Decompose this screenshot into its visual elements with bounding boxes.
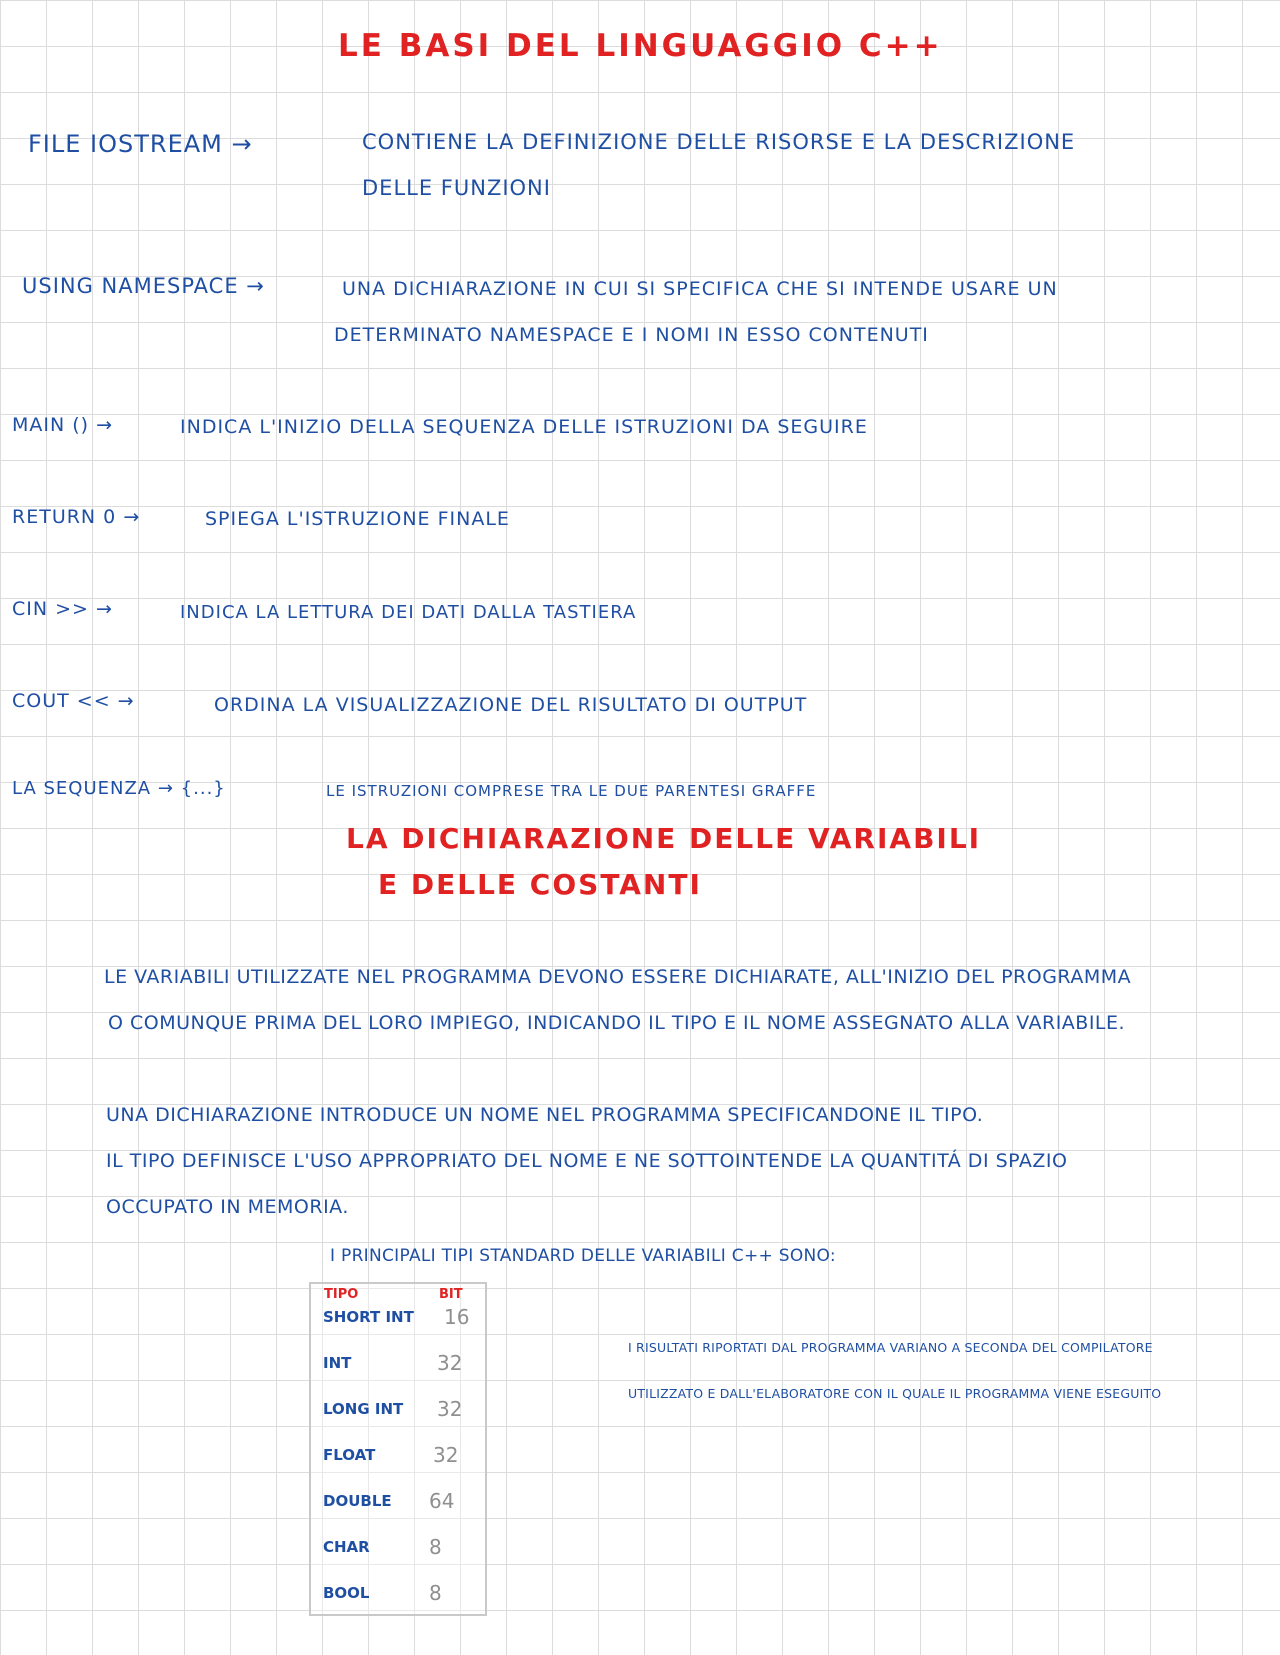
type-cell: DOUBLE: [323, 1492, 392, 1510]
type-cell: LONG INT: [323, 1400, 404, 1418]
table-row: [311, 1443, 485, 1486]
types-table: [309, 1282, 487, 1616]
term-using-namespace: USING NAMESPACE →: [22, 274, 265, 298]
paragraph-1-line-1: LE VARIABILI UTILIZZATE NEL PROGRAMMA DEVONO ESSERE DICHIARATE, ALL'INIZIO DEL PROGRAMMA: [104, 966, 1132, 988]
definition-file-iostream-line-1: CONTIENE LA DEFINIZIONE DELLE RISORSE E LA DESCRIZIONE: [362, 130, 1076, 154]
term-main: MAIN () →: [12, 414, 114, 436]
arrow-icon: →: [96, 414, 114, 436]
table-row: [311, 1397, 485, 1440]
paragraph-1-line-2: O COMUNQUE PRIMA DEL LORO IMPIEGO, INDICANDO IL TIPO E IL NOME ASSEGNATO ALLA VARIABILE.: [108, 1012, 1126, 1034]
arrow-icon: →: [231, 130, 253, 158]
section-title-line-2: E DELLE COSTANTI: [378, 868, 702, 901]
table-header-bit: BIT: [439, 1287, 463, 1302]
paragraph-2-line-2: IL TIPO DEFINISCE L'USO APPROPRIATO DEL NOME E NE SOTTOINTENDE LA QUANTITÁ DI SPAZIO: [106, 1150, 1068, 1172]
bit-cell: 32: [433, 1443, 459, 1467]
bit-cell: 16: [444, 1305, 470, 1329]
note-line-1: I RISULTATI RIPORTATI DAL PROGRAMMA VARIANO A SECONDA DEL COMPILATORE: [628, 1340, 1153, 1355]
bit-cell: 64: [429, 1489, 455, 1513]
braces-symbol: {...}: [180, 778, 226, 799]
definition-return-0: SPIEGA L'ISTRUZIONE FINALE: [205, 508, 510, 530]
type-cell: INT: [323, 1354, 352, 1372]
type-cell: SHORT INT: [323, 1308, 414, 1326]
arrow-icon: →: [157, 778, 174, 799]
definition-using-namespace-line-2: DETERMINATO NAMESPACE E I NOMI IN ESSO CONTENUTI: [334, 324, 929, 346]
table-row: [311, 1581, 485, 1624]
table-row: [311, 1489, 485, 1532]
table-header-type: TIPO: [324, 1287, 359, 1302]
term-cin: CIN >> →: [12, 598, 113, 620]
arrow-icon: →: [246, 274, 265, 298]
type-cell: FLOAT: [323, 1446, 376, 1464]
page-title: LE BASI DEL LINGUAGGIO C++: [338, 28, 943, 64]
bit-cell: 8: [429, 1581, 442, 1605]
arrow-icon: →: [123, 506, 141, 528]
bit-cell: 8: [429, 1535, 442, 1559]
paragraph-2-line-3: OCCUPATO IN MEMORIA.: [106, 1196, 349, 1218]
definition-file-iostream-line-2: DELLE FUNZIONI: [362, 176, 551, 200]
term-cout: COUT << →: [12, 690, 135, 712]
bit-cell: 32: [437, 1351, 463, 1375]
paragraph-2-line-1: UNA DICHIARAZIONE INTRODUCE UN NOME NEL PROGRAMMA SPECIFICANDONE IL TIPO.: [106, 1104, 984, 1126]
bit-cell: 32: [437, 1397, 463, 1421]
term-return-0: RETURN 0 →: [12, 506, 141, 528]
type-cell: CHAR: [323, 1538, 370, 1556]
definition-cin: INDICA LA LETTURA DEI DATI DALLA TASTIERA: [180, 602, 637, 623]
term-file-iostream: FILE IOSTREAM →: [28, 130, 253, 158]
section-title-line-1: LA DICHIARAZIONE DELLE VARIABILI: [346, 822, 982, 855]
term-la-sequenza: LA SEQUENZA → {...}: [12, 778, 226, 799]
arrow-icon: →: [117, 690, 135, 712]
definition-cout: ORDINA LA VISUALIZZAZIONE DEL RISULTATO DI OUTPUT: [214, 694, 808, 716]
type-cell: BOOL: [323, 1584, 370, 1602]
table-row: [311, 1351, 485, 1394]
arrow-icon: →: [96, 598, 113, 620]
table-row: [311, 1535, 485, 1578]
definition-la-sequenza: LE ISTRUZIONI COMPRESE TRA LE DUE PARENTESI GRAFFE: [326, 782, 817, 800]
note-line-2: UTILIZZATO E DALL'ELABORATORE CON IL QUALE IL PROGRAMMA VIENE ESEGUITO: [628, 1386, 1162, 1401]
table-row: [311, 1305, 485, 1348]
definition-main: INDICA L'INIZIO DELLA SEQUENZA DELLE ISTRUZIONI DA SEGUIRE: [180, 416, 868, 438]
table-intro: I PRINCIPALI TIPI STANDARD DELLE VARIABILI C++ SONO:: [330, 1246, 836, 1266]
definition-using-namespace-line-1: UNA DICHIARAZIONE IN CUI SI SPECIFICA CHE SI INTENDE USARE UN: [342, 278, 1058, 300]
